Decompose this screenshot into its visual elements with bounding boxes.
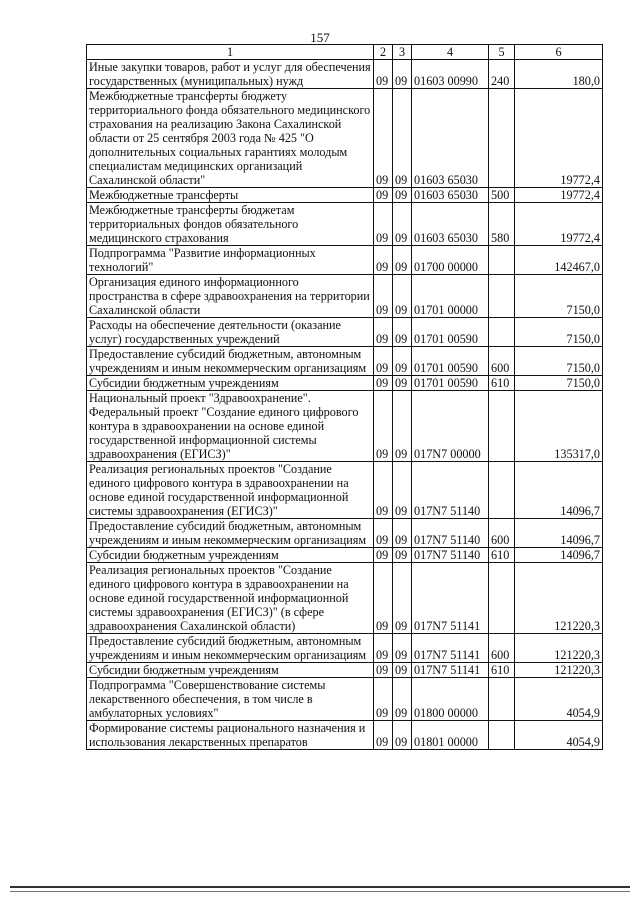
row-subsection: 09 bbox=[393, 462, 412, 519]
row-section: 09 bbox=[374, 519, 393, 548]
bottom-rule-thin bbox=[10, 891, 630, 892]
row-amount: 7150,0 bbox=[515, 275, 603, 318]
row-target-code: 017N7 51141 bbox=[412, 634, 489, 663]
table-row bbox=[87, 391, 603, 462]
row-section: 09 bbox=[374, 188, 393, 203]
row-expense-type bbox=[489, 275, 515, 318]
col-header-6: 6 bbox=[515, 45, 603, 60]
row-name: Иные закупки товаров, работ и услуг для обеспечения государственных (муниципальных) нужд bbox=[87, 60, 374, 89]
row-target-code: 01603 65030 bbox=[412, 89, 489, 188]
row-amount: 121220,3 bbox=[515, 563, 603, 634]
row-expense-type bbox=[489, 721, 515, 750]
row-section: 09 bbox=[374, 318, 393, 347]
row-target-code: 017N7 51140 bbox=[412, 462, 489, 519]
row-target-code: 01603 65030 bbox=[412, 188, 489, 203]
row-amount: 14096,7 bbox=[515, 548, 603, 563]
row-name: Предоставление субсидий бюджетным, автономным учреждениям и иным некоммерческим организациям bbox=[87, 634, 374, 663]
row-expense-type: 610 bbox=[489, 376, 515, 391]
row-expense-type bbox=[489, 318, 515, 347]
row-section: 09 bbox=[374, 60, 393, 89]
row-amount: 180,0 bbox=[515, 60, 603, 89]
table-row bbox=[87, 376, 603, 391]
col-header-3: 3 bbox=[393, 45, 412, 60]
row-section: 09 bbox=[374, 347, 393, 376]
row-name: Предоставление субсидий бюджетным, автономным учреждениям и иным некоммерческим организациям bbox=[87, 347, 374, 376]
row-section: 09 bbox=[374, 663, 393, 678]
row-section: 09 bbox=[374, 634, 393, 663]
row-amount: 19772,4 bbox=[515, 188, 603, 203]
row-subsection: 09 bbox=[393, 188, 412, 203]
table-row bbox=[87, 318, 603, 347]
row-subsection: 09 bbox=[393, 519, 412, 548]
budget-table bbox=[86, 44, 603, 750]
row-target-code: 01701 00590 bbox=[412, 347, 489, 376]
row-subsection: 09 bbox=[393, 548, 412, 563]
table-row bbox=[87, 721, 603, 750]
row-target-code: 01603 65030 bbox=[412, 203, 489, 246]
row-target-code: 017N7 51141 bbox=[412, 663, 489, 678]
row-subsection: 09 bbox=[393, 89, 412, 188]
row-expense-type bbox=[489, 89, 515, 188]
row-name: Субсидии бюджетным учреждениям bbox=[87, 663, 374, 678]
row-amount: 142467,0 bbox=[515, 246, 603, 275]
row-section: 09 bbox=[374, 678, 393, 721]
row-amount: 121220,3 bbox=[515, 663, 603, 678]
row-target-code: 01701 00590 bbox=[412, 318, 489, 347]
row-expense-type: 600 bbox=[489, 519, 515, 548]
row-amount: 4054,9 bbox=[515, 678, 603, 721]
row-amount: 14096,7 bbox=[515, 519, 603, 548]
table-row bbox=[87, 519, 603, 548]
row-subsection: 09 bbox=[393, 663, 412, 678]
row-name: Организация единого информационного пространства в сфере здравоохранения на территории Сахалинской области bbox=[87, 275, 374, 318]
row-expense-type bbox=[489, 462, 515, 519]
row-target-code: 017N7 51140 bbox=[412, 519, 489, 548]
row-expense-type bbox=[489, 678, 515, 721]
row-amount: 7150,0 bbox=[515, 376, 603, 391]
row-section: 09 bbox=[374, 376, 393, 391]
row-name: Межбюджетные трансферты бюджету территориального фонда обязательного медицинского страхования на реализацию Закона Сахалинской области от 25 сентября 2003 года № 425 "О дополнительных социальных гарантиях молодым специалистам медицинских организаций Сахалинской области" bbox=[87, 89, 374, 188]
row-expense-type: 580 bbox=[489, 203, 515, 246]
row-expense-type: 600 bbox=[489, 634, 515, 663]
row-expense-type: 610 bbox=[489, 548, 515, 563]
row-target-code: 01701 00590 bbox=[412, 376, 489, 391]
col-header-1: 1 bbox=[87, 45, 374, 60]
row-subsection: 09 bbox=[393, 721, 412, 750]
table-row bbox=[87, 246, 603, 275]
row-amount: 7150,0 bbox=[515, 347, 603, 376]
table-row bbox=[87, 563, 603, 634]
row-name: Подпрограмма "Совершенствование системы лекарственного обеспечения, в том числе в амбулаторных условиях" bbox=[87, 678, 374, 721]
row-name: Подпрограмма "Развитие информационных технологий" bbox=[87, 246, 374, 275]
row-subsection: 09 bbox=[393, 376, 412, 391]
row-expense-type: 600 bbox=[489, 347, 515, 376]
row-target-code: 017N7 00000 bbox=[412, 391, 489, 462]
row-subsection: 09 bbox=[393, 391, 412, 462]
row-name: Национальный проект "Здравоохранение". Федеральный проект "Создание единого цифрового контура в здравоохранении на основе единой государственной информационной системы здравоохранения (ЕГИСЗ)" bbox=[87, 391, 374, 462]
row-subsection: 09 bbox=[393, 563, 412, 634]
row-section: 09 bbox=[374, 203, 393, 246]
row-name: Межбюджетные трансферты бюджетам территориальных фондов обязательного медицинского страхования bbox=[87, 203, 374, 246]
row-expense-type: 610 bbox=[489, 663, 515, 678]
row-expense-type bbox=[489, 246, 515, 275]
row-amount: 135317,0 bbox=[515, 391, 603, 462]
table-body bbox=[87, 60, 603, 750]
table-row bbox=[87, 188, 603, 203]
row-section: 09 bbox=[374, 548, 393, 563]
row-section: 09 bbox=[374, 275, 393, 318]
row-target-code: 017N7 51140 bbox=[412, 548, 489, 563]
row-subsection: 09 bbox=[393, 318, 412, 347]
row-name: Реализация региональных проектов "Создание единого цифрового контура в здравоохранении на основе единой государственной информационной системы здравоохранения (ЕГИСЗ)" bbox=[87, 462, 374, 519]
row-amount: 121220,3 bbox=[515, 634, 603, 663]
row-target-code: 01800 00000 bbox=[412, 678, 489, 721]
row-section: 09 bbox=[374, 563, 393, 634]
row-expense-type: 240 bbox=[489, 60, 515, 89]
header-row bbox=[87, 45, 603, 60]
col-header-2: 2 bbox=[374, 45, 393, 60]
bottom-rule bbox=[10, 886, 630, 888]
table-row bbox=[87, 663, 603, 678]
table-row bbox=[87, 678, 603, 721]
row-subsection: 09 bbox=[393, 634, 412, 663]
row-target-code: 01701 00000 bbox=[412, 275, 489, 318]
table-row bbox=[87, 60, 603, 89]
row-section: 09 bbox=[374, 89, 393, 188]
row-amount: 14096,7 bbox=[515, 462, 603, 519]
row-name: Субсидии бюджетным учреждениям bbox=[87, 548, 374, 563]
table-row bbox=[87, 462, 603, 519]
row-expense-type: 500 bbox=[489, 188, 515, 203]
row-name: Межбюджетные трансферты bbox=[87, 188, 374, 203]
row-amount: 4054,9 bbox=[515, 721, 603, 750]
page-number: 157 bbox=[310, 30, 330, 45]
row-expense-type bbox=[489, 563, 515, 634]
row-section: 09 bbox=[374, 721, 393, 750]
table-row bbox=[87, 548, 603, 563]
row-name: Формирование системы рационального назначения и использования лекарственных препаратов bbox=[87, 721, 374, 750]
table-row bbox=[87, 203, 603, 246]
col-header-5: 5 bbox=[489, 45, 515, 60]
row-expense-type bbox=[489, 391, 515, 462]
col-header-4: 4 bbox=[412, 45, 489, 60]
row-name: Расходы на обеспечение деятельности (оказание услуг) государственных учреждений bbox=[87, 318, 374, 347]
row-subsection: 09 bbox=[393, 203, 412, 246]
table-row bbox=[87, 347, 603, 376]
row-subsection: 09 bbox=[393, 60, 412, 89]
row-target-code: 01603 00990 bbox=[412, 60, 489, 89]
row-subsection: 09 bbox=[393, 347, 412, 376]
table-row bbox=[87, 89, 603, 188]
row-name: Субсидии бюджетным учреждениям bbox=[87, 376, 374, 391]
table-row bbox=[87, 634, 603, 663]
row-subsection: 09 bbox=[393, 678, 412, 721]
row-amount: 7150,0 bbox=[515, 318, 603, 347]
row-target-code: 017N7 51141 bbox=[412, 563, 489, 634]
row-target-code: 01801 00000 bbox=[412, 721, 489, 750]
row-section: 09 bbox=[374, 391, 393, 462]
row-amount: 19772,4 bbox=[515, 89, 603, 188]
row-target-code: 01700 00000 bbox=[412, 246, 489, 275]
row-section: 09 bbox=[374, 246, 393, 275]
table-row bbox=[87, 275, 603, 318]
row-name: Предоставление субсидий бюджетным, автономным учреждениям и иным некоммерческим организациям bbox=[87, 519, 374, 548]
row-amount: 19772,4 bbox=[515, 203, 603, 246]
row-name: Реализация региональных проектов "Создание единого цифрового контура в здравоохранении на основе единой государственной информационной системы здравоохранения (ЕГИСЗ)" (в сфере здравоохранения Сахалинской области) bbox=[87, 563, 374, 634]
row-subsection: 09 bbox=[393, 275, 412, 318]
row-subsection: 09 bbox=[393, 246, 412, 275]
row-section: 09 bbox=[374, 462, 393, 519]
